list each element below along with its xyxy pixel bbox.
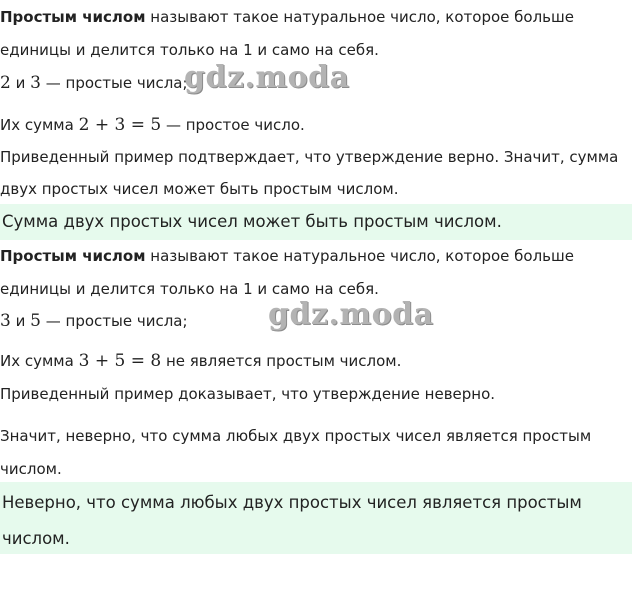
number-b: 3 bbox=[30, 73, 41, 93]
definition-term: Простым числом bbox=[0, 247, 146, 265]
definition-line-1 bbox=[0, 246, 574, 266]
sum-prefix: Их сумма bbox=[0, 352, 74, 370]
sum-prefix: Их сумма bbox=[0, 116, 74, 134]
sum-suffix: не является простым числом. bbox=[165, 352, 402, 370]
definition-line-1 bbox=[0, 7, 574, 27]
answer-text-line-1: Неверно, что сумма любых двух простых чисел является простым bbox=[2, 493, 582, 512]
definition-line-2: единицы и делится только на 1 и само на себя. bbox=[0, 280, 379, 298]
answer-text-line-2: числом. bbox=[2, 529, 70, 548]
number-a: 2 bbox=[0, 73, 11, 93]
sum-suffix: — простое число. bbox=[165, 116, 305, 134]
definition-text: называют такое натуральное число, которое больше bbox=[150, 8, 574, 26]
conclusion-line-2: двух простых чисел может быть простым числом. bbox=[0, 180, 399, 198]
sum-line bbox=[0, 351, 401, 371]
and-word: и bbox=[15, 74, 26, 92]
number-a: 3 bbox=[0, 311, 11, 331]
answer-highlight bbox=[0, 482, 632, 554]
sum-line bbox=[0, 115, 305, 135]
definition-line-2: единицы и делится только на 1 и само на себя. bbox=[0, 41, 379, 59]
definition-text: называют такое натуральное число, которое больше bbox=[150, 247, 574, 265]
answer-highlight bbox=[0, 204, 632, 240]
example-text: — простые числа; bbox=[45, 74, 188, 92]
sum-formula: 2 + 3 = 5 bbox=[78, 115, 162, 135]
conclusion-line-2: Значит, неверно, что сумма любых двух простых чисел является простым bbox=[0, 427, 592, 445]
example-line bbox=[0, 311, 188, 331]
number-b: 5 bbox=[30, 311, 41, 331]
and-word: и bbox=[15, 312, 26, 330]
conclusion-line-3: числом. bbox=[0, 460, 62, 478]
example-line bbox=[0, 73, 188, 93]
conclusion-line-1: Приведенный пример подтверждает, что утверждение верно. Значит, сумма bbox=[0, 148, 619, 166]
watermark-logo: gdz.moda bbox=[268, 297, 434, 332]
answer-text: Сумма двух простых чисел может быть простым числом. bbox=[2, 212, 502, 231]
example-text: — простые числа; bbox=[45, 312, 188, 330]
definition-term: Простым числом bbox=[0, 8, 146, 26]
conclusion-line-1: Приведенный пример доказывает, что утверждение неверно. bbox=[0, 385, 496, 403]
sum-formula: 3 + 5 = 8 bbox=[78, 351, 162, 371]
watermark-logo: gdz.moda bbox=[184, 60, 350, 95]
